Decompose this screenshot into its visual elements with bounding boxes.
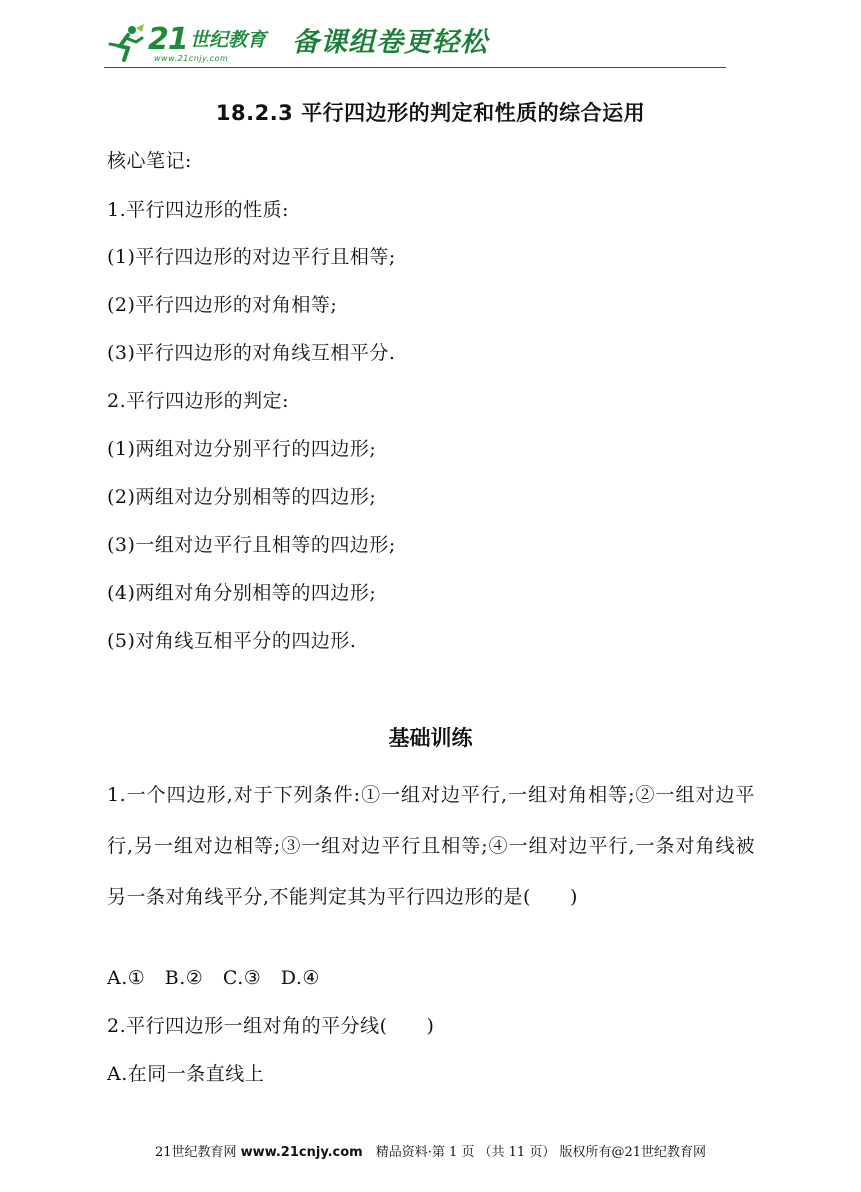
note-line: (3)平行四边形的对角线互相平分.: [107, 342, 396, 364]
footer-right: 精品资料·第 1 页 （共 11 页） 版权所有@21世纪教育网: [362, 1145, 707, 1160]
note-line: (2)平行四边形的对角相等;: [107, 294, 338, 316]
page-title: 18.2.3 平行四边形的判定和性质的综合运用: [215, 101, 646, 125]
question-1-options: A.① B.② C.③ D.④: [107, 967, 320, 989]
note-line: (1)两组对边分别平行的四边形;: [107, 438, 377, 460]
logo-text: 世纪教育: [190, 29, 267, 51]
footer-left: 21世纪教育网: [154, 1145, 241, 1160]
note-line: (1)平行四边形的对边平行且相等;: [107, 246, 396, 268]
notes-heading: 核心笔记:: [107, 150, 192, 172]
page-footer: [0, 1141, 861, 1160]
question-2-text: 2.平行四边形一组对角的平分线( ): [107, 1015, 435, 1037]
footer-site-link[interactable]: www.21cnjy.com: [240, 1145, 363, 1160]
note-line: (2)两组对边分别相等的四边形;: [107, 486, 377, 508]
note-line: 2.平行四边形的判定:: [107, 390, 290, 412]
header-divider: [104, 67, 726, 68]
runner-logo-icon: [106, 24, 146, 64]
note-line: 1.平行四边形的性质:: [107, 199, 290, 221]
logo-url: www.21cnjy.com: [154, 54, 229, 63]
logo-number: 21: [148, 22, 188, 57]
question-2-option-a: A.在同一条直线上: [107, 1063, 265, 1085]
question-1-text: 1.一个四边形,对于下列条件:①一组对边平行,一组对角相等;②一组对边平行,另一组对边相等;③一组对边平行且相等;④一组对边平行,一条对角线被另一条对角线平分,不能判定其为平行四边形的是( ): [107, 784, 755, 908]
section-title: 基础训练: [388, 726, 473, 750]
note-line: (5)对角线互相平分的四边形.: [107, 630, 357, 652]
header-slogan: 备课组卷更轻松: [292, 27, 488, 58]
note-line: (3)一组对边平行且相等的四边形;: [107, 534, 396, 556]
note-line: (4)两组对角分别相等的四边形;: [107, 582, 377, 604]
page-header: [104, 22, 726, 70]
